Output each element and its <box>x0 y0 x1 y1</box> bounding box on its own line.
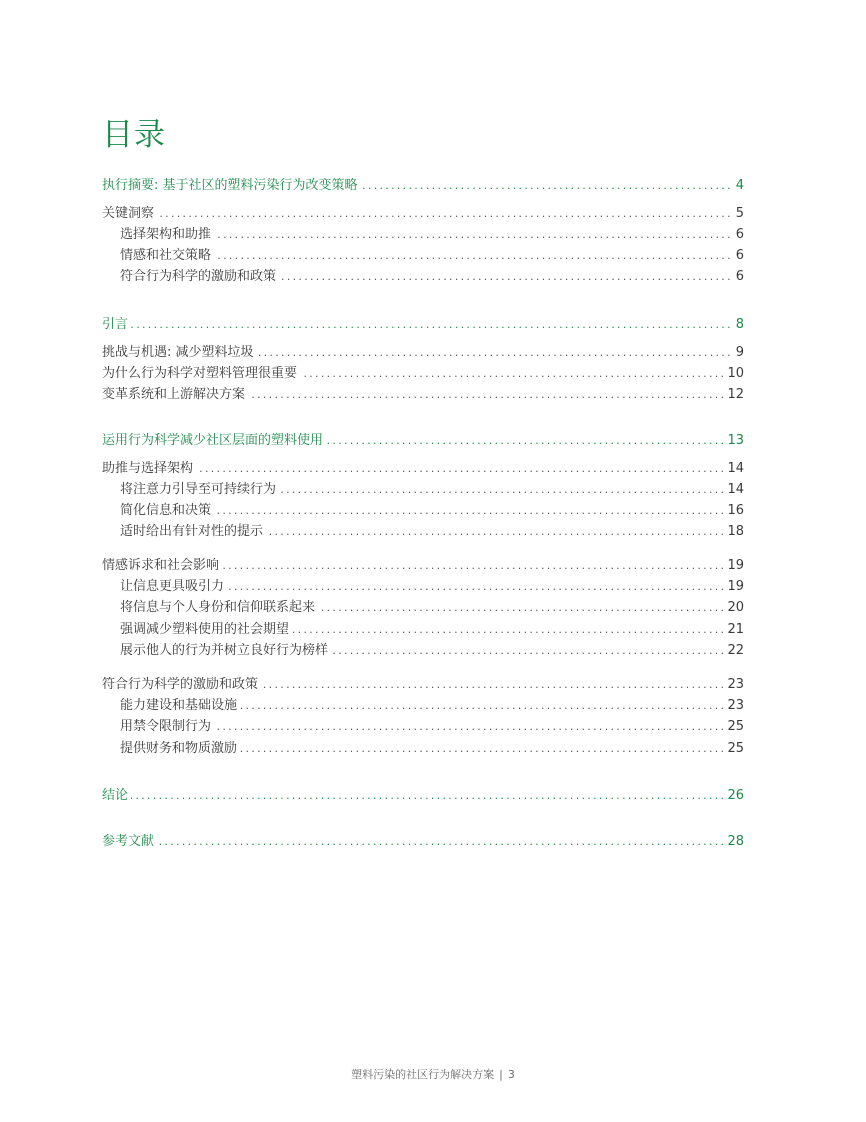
toc-entry-why-behavioral-science[interactable] <box>102 363 744 383</box>
toc-entry-page: 26 <box>727 788 744 803</box>
toc-entry-label: 符合行为科学的激励和政策 <box>102 677 259 692</box>
page-title: 目录 <box>102 116 166 153</box>
toc-entry-page: 25 <box>727 741 744 756</box>
dot-leader <box>227 578 723 596</box>
toc-entry-nudges[interactable] <box>102 458 744 478</box>
dot-leader <box>196 460 723 478</box>
toc-entry-executive-summary[interactable] <box>102 175 744 195</box>
dot-leader <box>279 481 723 499</box>
dot-leader <box>261 676 723 694</box>
dot-leader <box>214 247 730 265</box>
toc-entry-incentives-policies[interactable] <box>120 266 744 286</box>
dot-leader <box>292 621 723 639</box>
toc-entry-label: 助推与选择架构 <box>102 461 194 476</box>
toc-entry-role-models[interactable] <box>120 640 744 660</box>
toc-entry-emotional-appeals[interactable] <box>102 555 744 575</box>
toc-entry-page: 9 <box>735 345 744 360</box>
toc-entry-label: 情感诉求和社会影响 <box>102 558 220 573</box>
toc-entry-label: 变革系统和上游解决方案 <box>102 387 246 402</box>
dot-leader <box>240 697 723 715</box>
dot-leader <box>157 205 730 223</box>
toc-entry-label: 引言 <box>102 317 129 332</box>
dot-leader <box>157 833 723 851</box>
dot-leader <box>214 718 723 736</box>
toc-entry-page: 10 <box>727 366 744 381</box>
dot-leader <box>222 557 723 575</box>
dot-leader <box>326 432 723 450</box>
toc-entry-page: 19 <box>727 579 744 594</box>
toc-entry-label: 情感和社交策略 <box>120 248 212 263</box>
toc-entry-page: 21 <box>727 622 744 637</box>
toc-entry-label: 适时给出有针对性的提示 <box>120 524 264 539</box>
toc-entry-page: 16 <box>727 503 744 518</box>
dot-leader <box>361 177 730 195</box>
toc-entry-timely-prompts[interactable] <box>120 521 744 541</box>
toc-entry-page: 20 <box>727 600 744 615</box>
toc-entry-label: 结论 <box>102 788 129 803</box>
toc-entry-page: 12 <box>727 387 744 402</box>
toc-entry-page: 22 <box>727 643 744 658</box>
toc-entry-page: 28 <box>727 834 744 849</box>
toc-entry-page: 13 <box>727 433 744 448</box>
toc-entry-label: 挑战与机遇: 减少塑料垃圾 <box>102 345 254 360</box>
toc-entry-financial-incentives[interactable] <box>120 738 744 758</box>
toc-entry-page: 6 <box>735 248 744 263</box>
toc-entry-references[interactable] <box>102 831 744 851</box>
dot-leader <box>248 386 723 404</box>
toc-entry-label: 强调减少塑料使用的社会期望 <box>120 622 290 637</box>
toc-entry-applying-behavioral-science[interactable] <box>102 430 744 450</box>
dot-leader <box>300 365 723 383</box>
toc-entry-label: 参考文献 <box>102 834 155 849</box>
toc-entry-label: 简化信息和决策 <box>120 503 212 518</box>
toc-entry-bans[interactable] <box>120 716 744 736</box>
toc-entry-attractive-messages[interactable] <box>120 576 744 596</box>
toc-entry-page: 19 <box>727 558 744 573</box>
toc-entry-page: 18 <box>727 524 744 539</box>
toc-entry-page: 25 <box>727 719 744 734</box>
toc-entry-label: 将信息与个人身份和信仰联系起来 <box>120 600 316 615</box>
toc-entry-label: 执行摘要: 基于社区的塑料污染行为改变策略 <box>102 178 358 193</box>
toc-entry-label: 运用行为科学减少社区层面的塑料使用 <box>102 433 324 448</box>
toc-entry-challenges[interactable] <box>102 342 744 362</box>
dot-leader <box>214 226 730 244</box>
toc-entry-systems-change[interactable] <box>102 384 744 404</box>
footer-page-number: 3 <box>507 1068 515 1081</box>
toc-entry-label: 将注意力引导至可持续行为 <box>120 482 277 497</box>
toc-entry-incentives-policies-section[interactable] <box>102 674 744 694</box>
toc-entry-label: 用禁令限制行为 <box>120 719 212 734</box>
page-footer <box>0 1066 866 1082</box>
toc-entry-label: 为什么行为科学对塑料管理很重要 <box>102 366 298 381</box>
dot-leader <box>214 502 723 520</box>
dot-leader <box>240 740 723 758</box>
toc-entry-identity-beliefs[interactable] <box>120 597 744 617</box>
toc-entry-social-expectations[interactable] <box>120 619 744 639</box>
toc-entry-choice-architecture[interactable] <box>120 224 744 244</box>
toc-entry-conclusion[interactable] <box>102 785 744 805</box>
toc-entry-simplify[interactable] <box>120 500 744 520</box>
toc-entry-label: 选择架构和助推 <box>120 227 212 242</box>
toc-entry-capacity-building[interactable] <box>120 695 744 715</box>
toc-entry-page: 14 <box>727 461 744 476</box>
footer-separator: | <box>499 1068 503 1081</box>
dot-leader <box>131 787 723 805</box>
toc-entry-emotional-social[interactable] <box>120 245 744 265</box>
toc-entry-label: 展示他人的行为并树立良好行为榜样 <box>120 643 329 658</box>
toc-entry-page: 23 <box>727 698 744 713</box>
toc-entry-page: 6 <box>735 269 744 284</box>
toc-entry-page: 5 <box>735 206 744 221</box>
dot-leader <box>331 642 723 660</box>
dot-leader <box>131 316 730 334</box>
footer-document-title: 塑料污染的社区行为解决方案 <box>351 1068 495 1081</box>
toc-entry-label: 让信息更具吸引力 <box>120 579 225 594</box>
toc-entry-label: 关键洞察 <box>102 206 155 221</box>
toc-entry-page: 14 <box>727 482 744 497</box>
dot-leader <box>279 268 730 286</box>
toc-entry-label: 能力建设和基础设施 <box>120 698 238 713</box>
toc-entry-page: 4 <box>735 178 744 193</box>
toc-entry-direct-attention[interactable] <box>120 479 744 499</box>
dot-leader <box>266 523 723 541</box>
toc-entry-page: 6 <box>735 227 744 242</box>
toc-entry-key-insights[interactable] <box>102 203 744 223</box>
toc-entry-label: 提供财务和物质激励 <box>120 741 238 756</box>
toc-entry-introduction[interactable] <box>102 314 744 334</box>
toc-entry-label: 符合行为科学的激励和政策 <box>120 269 277 284</box>
dot-leader <box>257 344 730 362</box>
toc-entry-page: 23 <box>727 677 744 692</box>
toc-entry-page: 8 <box>735 317 744 332</box>
dot-leader <box>318 599 723 617</box>
